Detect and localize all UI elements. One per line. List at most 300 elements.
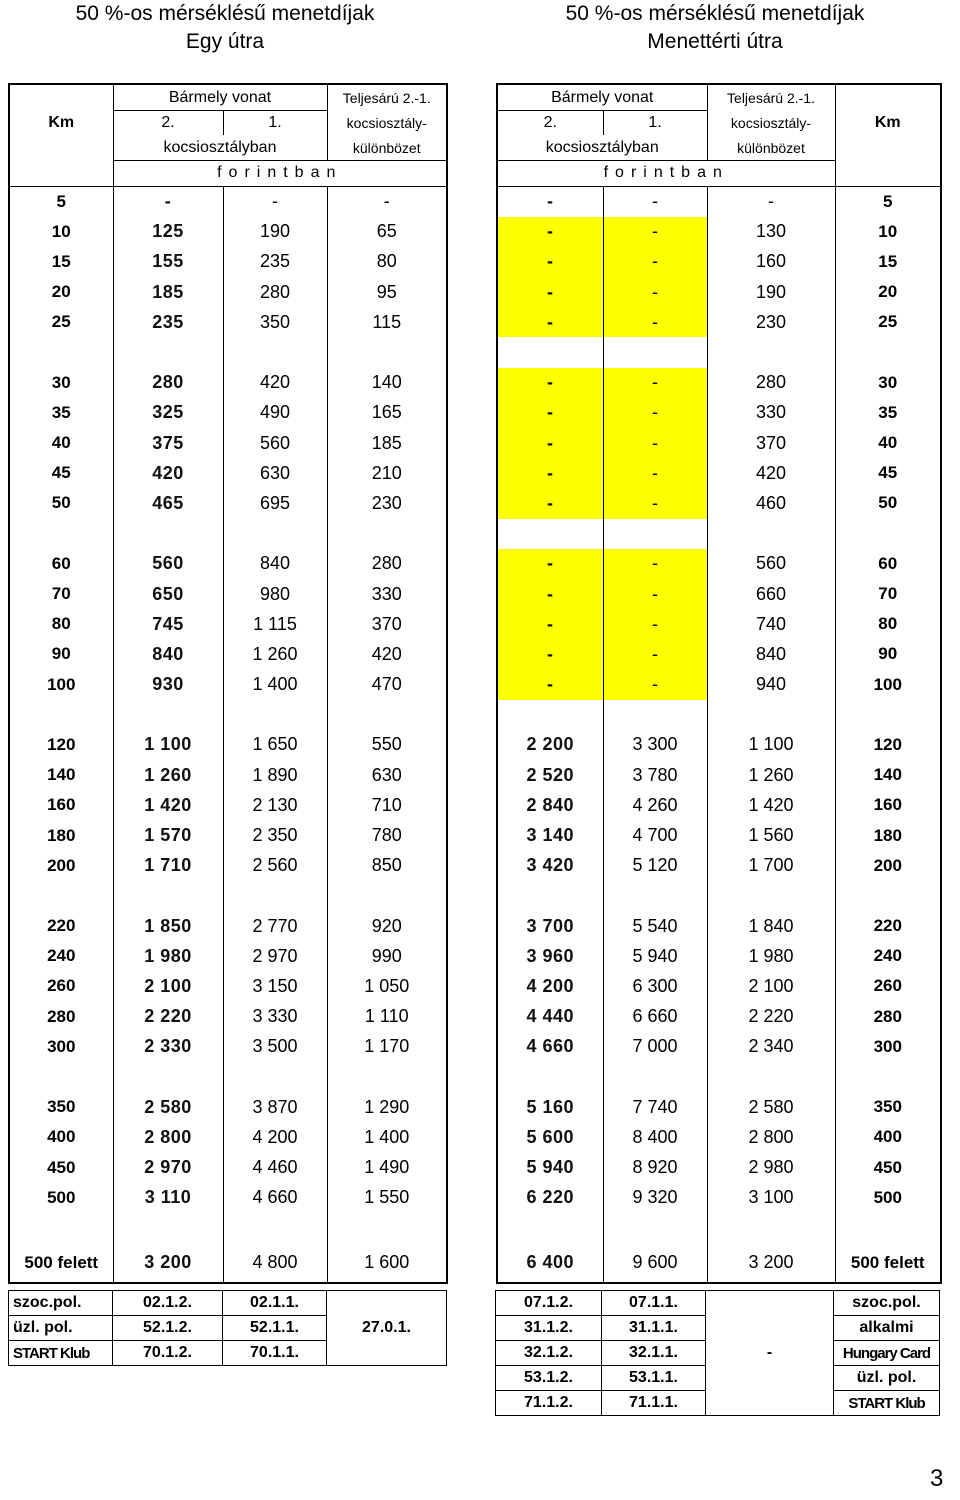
class-difference-return: 2 580 bbox=[707, 1092, 835, 1122]
spacer bbox=[447, 488, 497, 518]
fare-class2-return: 5 600 bbox=[497, 1122, 603, 1152]
class-difference-return: 1 560 bbox=[707, 820, 835, 850]
spacer bbox=[447, 1243, 497, 1283]
fare-row bbox=[9, 307, 941, 337]
km-left: 20 bbox=[9, 277, 113, 307]
spacer-cell bbox=[113, 1062, 223, 1092]
fare-class2-one-way: 2 220 bbox=[113, 1002, 223, 1032]
km-left: 15 bbox=[9, 247, 113, 277]
spacer-cell bbox=[223, 1213, 327, 1243]
header-full-fare-right: Teljesárú 2.-1. bbox=[707, 84, 835, 111]
fare-class2-one-way: 3 110 bbox=[113, 1183, 223, 1213]
fare-row bbox=[9, 1153, 941, 1183]
fare-class1-one-way: 840 bbox=[223, 549, 327, 579]
fare-row bbox=[9, 1183, 941, 1213]
km-right: 300 bbox=[835, 1032, 941, 1062]
footer-right-label: START Klub bbox=[834, 1391, 940, 1416]
spacer-cell bbox=[447, 337, 497, 367]
fare-class2-return: - bbox=[497, 217, 603, 247]
fare-class1-one-way: 560 bbox=[223, 428, 327, 458]
header-row-4 bbox=[9, 161, 941, 187]
km-right: 90 bbox=[835, 639, 941, 669]
km-left: 300 bbox=[9, 1032, 113, 1062]
km-left: 70 bbox=[9, 579, 113, 609]
km-left: 40 bbox=[9, 428, 113, 458]
fare-class1-one-way: 490 bbox=[223, 398, 327, 428]
fare-class1-one-way: 3 330 bbox=[223, 1002, 327, 1032]
fare-row bbox=[9, 458, 941, 488]
fare-row bbox=[9, 186, 941, 217]
spacer bbox=[447, 609, 497, 639]
spacer bbox=[447, 579, 497, 609]
header-in-class-left: kocsiosztályban bbox=[113, 135, 327, 161]
fare-class1-one-way: 1 260 bbox=[223, 639, 327, 669]
km-right: 45 bbox=[835, 458, 941, 488]
spacer-cell bbox=[707, 1062, 835, 1092]
km-left: 5 bbox=[9, 186, 113, 217]
class-difference-one-way: 65 bbox=[327, 217, 447, 247]
fare-class2-return: 2 200 bbox=[497, 730, 603, 760]
spacer-cell bbox=[497, 1062, 603, 1092]
class-difference-return: 660 bbox=[707, 579, 835, 609]
fare-class1-one-way: 980 bbox=[223, 579, 327, 609]
footer-right-label: Hungary Card bbox=[834, 1341, 940, 1366]
fare-class1-one-way: 3 150 bbox=[223, 971, 327, 1001]
fare-class1-one-way: 3 870 bbox=[223, 1092, 327, 1122]
class-difference-return: 1 840 bbox=[707, 911, 835, 941]
km-right: 140 bbox=[835, 760, 941, 790]
fare-row bbox=[9, 1122, 941, 1152]
class-difference-return: 740 bbox=[707, 609, 835, 639]
fare-class1-return: 7 740 bbox=[603, 1092, 707, 1122]
spacer bbox=[447, 549, 497, 579]
fare-row bbox=[9, 1002, 941, 1032]
fare-class2-return: 3 700 bbox=[497, 911, 603, 941]
spacer-cell bbox=[327, 1062, 447, 1092]
fare-class1-one-way: 2 970 bbox=[223, 941, 327, 971]
footer-left-code1: 70.1.1. bbox=[223, 1341, 327, 1366]
spacer-cell bbox=[9, 337, 113, 367]
fare-class2-return: - bbox=[497, 670, 603, 700]
footer-right-code2: 32.1.2. bbox=[496, 1341, 602, 1366]
km-right: 15 bbox=[835, 247, 941, 277]
class-difference-one-way: 920 bbox=[327, 911, 447, 941]
km-right: 50 bbox=[835, 488, 941, 518]
footer-left-code2: 52.1.2. bbox=[113, 1316, 223, 1341]
header-class2-right: 2. bbox=[497, 111, 603, 136]
spacer-cell bbox=[603, 1062, 707, 1092]
fare-class1-return: - bbox=[603, 398, 707, 428]
footer-right-code2: 71.1.2. bbox=[496, 1391, 602, 1416]
spacer bbox=[447, 820, 497, 850]
spacer-cell bbox=[327, 1213, 447, 1243]
fare-class1-return: 9 600 bbox=[603, 1243, 707, 1283]
fare-row bbox=[9, 217, 941, 247]
class-difference-one-way: 710 bbox=[327, 790, 447, 820]
class-difference-one-way: 470 bbox=[327, 670, 447, 700]
footer-right-code2: 07.1.2. bbox=[496, 1291, 602, 1316]
km-left: 80 bbox=[9, 609, 113, 639]
spacer-row bbox=[9, 337, 941, 367]
km-left: 30 bbox=[9, 368, 113, 398]
fare-class2-return: 4 200 bbox=[497, 971, 603, 1001]
km-left: 160 bbox=[9, 790, 113, 820]
footer-right-label: üzl. pol. bbox=[834, 1366, 940, 1391]
fare-class2-return: 4 440 bbox=[497, 1002, 603, 1032]
spacer bbox=[447, 111, 497, 136]
fare-class2-return: 6 400 bbox=[497, 1243, 603, 1283]
class-difference-one-way: 1 170 bbox=[327, 1032, 447, 1062]
header-empty-right bbox=[835, 161, 941, 187]
km-left: 90 bbox=[9, 639, 113, 669]
fare-class2-one-way: 1 710 bbox=[113, 851, 223, 881]
class-difference-one-way: 1 110 bbox=[327, 1002, 447, 1032]
spacer-cell bbox=[223, 700, 327, 730]
fare-class2-one-way: 185 bbox=[113, 277, 223, 307]
fare-row bbox=[9, 579, 941, 609]
class-difference-return: 420 bbox=[707, 458, 835, 488]
fare-class2-return: - bbox=[497, 549, 603, 579]
fare-class1-one-way: 1 650 bbox=[223, 730, 327, 760]
class-difference-one-way: 1 550 bbox=[327, 1183, 447, 1213]
header-km-right: Km bbox=[835, 84, 941, 161]
header-class1-left: 1. bbox=[223, 111, 327, 136]
fare-class2-return: - bbox=[497, 186, 603, 217]
fare-class2-return: - bbox=[497, 307, 603, 337]
km-right: 200 bbox=[835, 851, 941, 881]
class-difference-one-way: 1 050 bbox=[327, 971, 447, 1001]
class-difference-one-way: 140 bbox=[327, 368, 447, 398]
spacer bbox=[447, 1122, 497, 1152]
footer-left-code1: 52.1.1. bbox=[223, 1316, 327, 1341]
class-difference-one-way: 1 290 bbox=[327, 1092, 447, 1122]
spacer-cell bbox=[327, 337, 447, 367]
footer-left-label: START Klub bbox=[9, 1341, 113, 1366]
fare-row bbox=[9, 368, 941, 398]
class-difference-return: 190 bbox=[707, 277, 835, 307]
km-left: 500 felett bbox=[9, 1243, 113, 1283]
fare-class1-return: 7 000 bbox=[603, 1032, 707, 1062]
km-right: 100 bbox=[835, 670, 941, 700]
header-difference-right: különbözet bbox=[707, 135, 835, 161]
km-right: 400 bbox=[835, 1122, 941, 1152]
fare-class1-return: 4 700 bbox=[603, 820, 707, 850]
fare-class1-return: 9 320 bbox=[603, 1183, 707, 1213]
header-row-1 bbox=[9, 84, 941, 111]
fare-class1-return: - bbox=[603, 217, 707, 247]
class-difference-return: 1 420 bbox=[707, 790, 835, 820]
fare-class2-one-way: - bbox=[113, 186, 223, 217]
spacer-cell bbox=[603, 700, 707, 730]
spacer-row bbox=[9, 1213, 941, 1243]
fare-class2-one-way: 1 260 bbox=[113, 760, 223, 790]
fare-class1-return: 4 260 bbox=[603, 790, 707, 820]
fare-class1-one-way: 3 500 bbox=[223, 1032, 327, 1062]
fare-class2-return: - bbox=[497, 247, 603, 277]
spacer bbox=[447, 247, 497, 277]
spacer-cell bbox=[835, 1062, 941, 1092]
km-right: 500 felett bbox=[835, 1243, 941, 1283]
km-right: 220 bbox=[835, 911, 941, 941]
spacer-cell bbox=[9, 881, 113, 911]
class-difference-one-way: 230 bbox=[327, 488, 447, 518]
spacer-cell bbox=[223, 881, 327, 911]
fare-class2-return: - bbox=[497, 609, 603, 639]
class-difference-return: 3 200 bbox=[707, 1243, 835, 1283]
km-left: 280 bbox=[9, 1002, 113, 1032]
fare-class1-one-way: 2 770 bbox=[223, 911, 327, 941]
fare-class1-one-way: 2 130 bbox=[223, 790, 327, 820]
class-difference-return: 280 bbox=[707, 368, 835, 398]
class-difference-return: 3 100 bbox=[707, 1183, 835, 1213]
spacer-cell bbox=[497, 700, 603, 730]
fare-class1-return: 3 780 bbox=[603, 760, 707, 790]
footer-codes-left bbox=[8, 1290, 447, 1366]
spacer-cell bbox=[603, 337, 707, 367]
footer-right-code1: 53.1.1. bbox=[602, 1366, 706, 1391]
km-right: 160 bbox=[835, 790, 941, 820]
fare-class1-one-way: 235 bbox=[223, 247, 327, 277]
fare-row bbox=[9, 670, 941, 700]
spacer-cell bbox=[327, 700, 447, 730]
fare-class2-one-way: 3 200 bbox=[113, 1243, 223, 1283]
fare-row bbox=[9, 971, 941, 1001]
class-difference-return: 2 100 bbox=[707, 971, 835, 1001]
fare-class2-return: 5 940 bbox=[497, 1153, 603, 1183]
class-difference-return: 940 bbox=[707, 670, 835, 700]
fare-class2-one-way: 2 100 bbox=[113, 971, 223, 1001]
spacer-row bbox=[9, 1062, 941, 1092]
fare-class2-one-way: 325 bbox=[113, 398, 223, 428]
km-right: 40 bbox=[835, 428, 941, 458]
header-difference-left: különbözet bbox=[327, 135, 447, 161]
km-right: 5 bbox=[835, 186, 941, 217]
fare-class1-one-way: 4 460 bbox=[223, 1153, 327, 1183]
footer-codes-right bbox=[495, 1290, 940, 1416]
km-right: 10 bbox=[835, 217, 941, 247]
fare-class1-return: - bbox=[603, 247, 707, 277]
class-difference-one-way: 420 bbox=[327, 639, 447, 669]
fare-row bbox=[9, 247, 941, 277]
fare-row bbox=[9, 549, 941, 579]
class-difference-one-way: 80 bbox=[327, 247, 447, 277]
fare-class1-return: - bbox=[603, 670, 707, 700]
title-right-line1: 50 %-os mérséklésű menetdíjak bbox=[565, 2, 865, 25]
spacer-row bbox=[9, 881, 941, 911]
spacer-cell bbox=[447, 881, 497, 911]
km-right: 260 bbox=[835, 971, 941, 1001]
spacer-cell bbox=[113, 1213, 223, 1243]
spacer bbox=[447, 670, 497, 700]
spacer-cell bbox=[447, 519, 497, 549]
km-right: 280 bbox=[835, 1002, 941, 1032]
fare-class2-one-way: 840 bbox=[113, 639, 223, 669]
fare-row bbox=[9, 851, 941, 881]
fare-class1-return: - bbox=[603, 307, 707, 337]
km-left: 180 bbox=[9, 820, 113, 850]
km-right: 70 bbox=[835, 579, 941, 609]
footer-right-code2: 31.1.2. bbox=[496, 1316, 602, 1341]
spacer-cell bbox=[603, 881, 707, 911]
spacer-row bbox=[9, 700, 941, 730]
fare-class1-return: - bbox=[603, 277, 707, 307]
class-difference-return: 330 bbox=[707, 398, 835, 428]
spacer bbox=[447, 730, 497, 760]
fare-class1-return: 8 920 bbox=[603, 1153, 707, 1183]
km-left: 35 bbox=[9, 398, 113, 428]
spacer-cell bbox=[835, 337, 941, 367]
fare-row bbox=[9, 790, 941, 820]
class-difference-return: 2 800 bbox=[707, 1122, 835, 1152]
spacer-cell bbox=[113, 881, 223, 911]
spacer bbox=[447, 1183, 497, 1213]
class-difference-return: 2 340 bbox=[707, 1032, 835, 1062]
spacer bbox=[447, 307, 497, 337]
km-left: 60 bbox=[9, 549, 113, 579]
fare-class1-one-way: 2 560 bbox=[223, 851, 327, 881]
fare-class2-one-way: 2 970 bbox=[113, 1153, 223, 1183]
footer-right-code1: 71.1.1. bbox=[602, 1391, 706, 1416]
title-return bbox=[520, 0, 910, 56]
fare-class2-return: 6 220 bbox=[497, 1183, 603, 1213]
spacer bbox=[447, 941, 497, 971]
fare-class2-one-way: 2 800 bbox=[113, 1122, 223, 1152]
fare-class1-return: 8 400 bbox=[603, 1122, 707, 1152]
fare-class2-one-way: 420 bbox=[113, 458, 223, 488]
spacer bbox=[447, 368, 497, 398]
header-empty-left bbox=[9, 161, 113, 187]
km-left: 140 bbox=[9, 760, 113, 790]
fare-class2-one-way: 745 bbox=[113, 609, 223, 639]
fare-class2-return: - bbox=[497, 458, 603, 488]
fare-class2-one-way: 2 330 bbox=[113, 1032, 223, 1062]
km-left: 260 bbox=[9, 971, 113, 1001]
footer-left-label: üzl. pol. bbox=[9, 1316, 113, 1341]
fare-class1-return: - bbox=[603, 368, 707, 398]
km-right: 180 bbox=[835, 820, 941, 850]
fare-class1-return: - bbox=[603, 186, 707, 217]
class-difference-one-way: 1 400 bbox=[327, 1122, 447, 1152]
km-left: 220 bbox=[9, 911, 113, 941]
spacer-cell bbox=[835, 881, 941, 911]
spacer-cell bbox=[603, 1213, 707, 1243]
fare-row bbox=[9, 428, 941, 458]
fare-class1-one-way: 350 bbox=[223, 307, 327, 337]
km-left: 10 bbox=[9, 217, 113, 247]
spacer-cell bbox=[835, 700, 941, 730]
spacer-cell bbox=[497, 881, 603, 911]
spacer bbox=[447, 1002, 497, 1032]
spacer-cell bbox=[497, 1213, 603, 1243]
fare-class2-one-way: 1 100 bbox=[113, 730, 223, 760]
spacer-cell bbox=[223, 519, 327, 549]
footer-left-code2: 70.1.2. bbox=[113, 1341, 223, 1366]
spacer bbox=[447, 186, 497, 217]
spacer bbox=[447, 398, 497, 428]
fare-class2-one-way: 650 bbox=[113, 579, 223, 609]
header-km-left: Km bbox=[9, 84, 113, 161]
spacer-cell bbox=[707, 881, 835, 911]
class-difference-return: 1 100 bbox=[707, 730, 835, 760]
km-left: 50 bbox=[9, 488, 113, 518]
fare-row bbox=[9, 911, 941, 941]
class-difference-return: 1 700 bbox=[707, 851, 835, 881]
fare-class1-one-way: 1 400 bbox=[223, 670, 327, 700]
km-right: 500 bbox=[835, 1183, 941, 1213]
class-difference-one-way: 1 490 bbox=[327, 1153, 447, 1183]
spacer-cell bbox=[497, 337, 603, 367]
km-right: 20 bbox=[835, 277, 941, 307]
footer-right-label: alkalmi bbox=[834, 1316, 940, 1341]
fare-class1-return: - bbox=[603, 458, 707, 488]
spacer-row bbox=[9, 519, 941, 549]
class-difference-one-way: 115 bbox=[327, 307, 447, 337]
km-right: 450 bbox=[835, 1153, 941, 1183]
spacer bbox=[447, 161, 497, 187]
fare-class1-return: 5 120 bbox=[603, 851, 707, 881]
footer-right-row bbox=[496, 1291, 940, 1316]
fare-class1-one-way: 1 890 bbox=[223, 760, 327, 790]
fare-class1-return: - bbox=[603, 639, 707, 669]
fare-class1-one-way: 695 bbox=[223, 488, 327, 518]
footer-right-label: szoc.pol. bbox=[834, 1291, 940, 1316]
fare-row bbox=[9, 820, 941, 850]
title-one-way bbox=[30, 0, 420, 56]
fare-class1-return: 3 300 bbox=[603, 730, 707, 760]
fare-row bbox=[9, 730, 941, 760]
km-left: 200 bbox=[9, 851, 113, 881]
class-difference-one-way: 95 bbox=[327, 277, 447, 307]
class-difference-one-way: 185 bbox=[327, 428, 447, 458]
km-left: 400 bbox=[9, 1122, 113, 1152]
spacer bbox=[447, 428, 497, 458]
km-left: 120 bbox=[9, 730, 113, 760]
fare-class1-one-way: 1 115 bbox=[223, 609, 327, 639]
fare-row bbox=[9, 941, 941, 971]
class-difference-return: 2 220 bbox=[707, 1002, 835, 1032]
fare-class1-one-way: 190 bbox=[223, 217, 327, 247]
footer-left-diff-code: 27.0.1. bbox=[327, 1291, 447, 1366]
spacer-cell bbox=[223, 337, 327, 367]
spacer-cell bbox=[9, 700, 113, 730]
spacer bbox=[447, 911, 497, 941]
fare-class2-one-way: 560 bbox=[113, 549, 223, 579]
fare-class2-return: - bbox=[497, 398, 603, 428]
fare-class1-one-way: - bbox=[223, 186, 327, 217]
class-difference-return: 130 bbox=[707, 217, 835, 247]
fare-class1-return: - bbox=[603, 428, 707, 458]
header-currency-left: forintban bbox=[113, 161, 447, 187]
fare-class1-one-way: 420 bbox=[223, 368, 327, 398]
fare-class1-one-way: 4 200 bbox=[223, 1122, 327, 1152]
header-currency-right: forintban bbox=[497, 161, 835, 187]
class-difference-one-way: 210 bbox=[327, 458, 447, 488]
fare-class2-one-way: 1 570 bbox=[113, 820, 223, 850]
spacer bbox=[447, 851, 497, 881]
fare-class2-one-way: 1 420 bbox=[113, 790, 223, 820]
fare-class1-return: 5 940 bbox=[603, 941, 707, 971]
spacer bbox=[447, 135, 497, 161]
header-class1-right: 1. bbox=[603, 111, 707, 136]
fare-row bbox=[9, 760, 941, 790]
class-difference-one-way: 550 bbox=[327, 730, 447, 760]
spacer bbox=[447, 1153, 497, 1183]
fare-class2-return: 2 520 bbox=[497, 760, 603, 790]
spacer-cell bbox=[707, 519, 835, 549]
km-left: 500 bbox=[9, 1183, 113, 1213]
fare-class2-return: - bbox=[497, 579, 603, 609]
fare-row bbox=[9, 398, 941, 428]
